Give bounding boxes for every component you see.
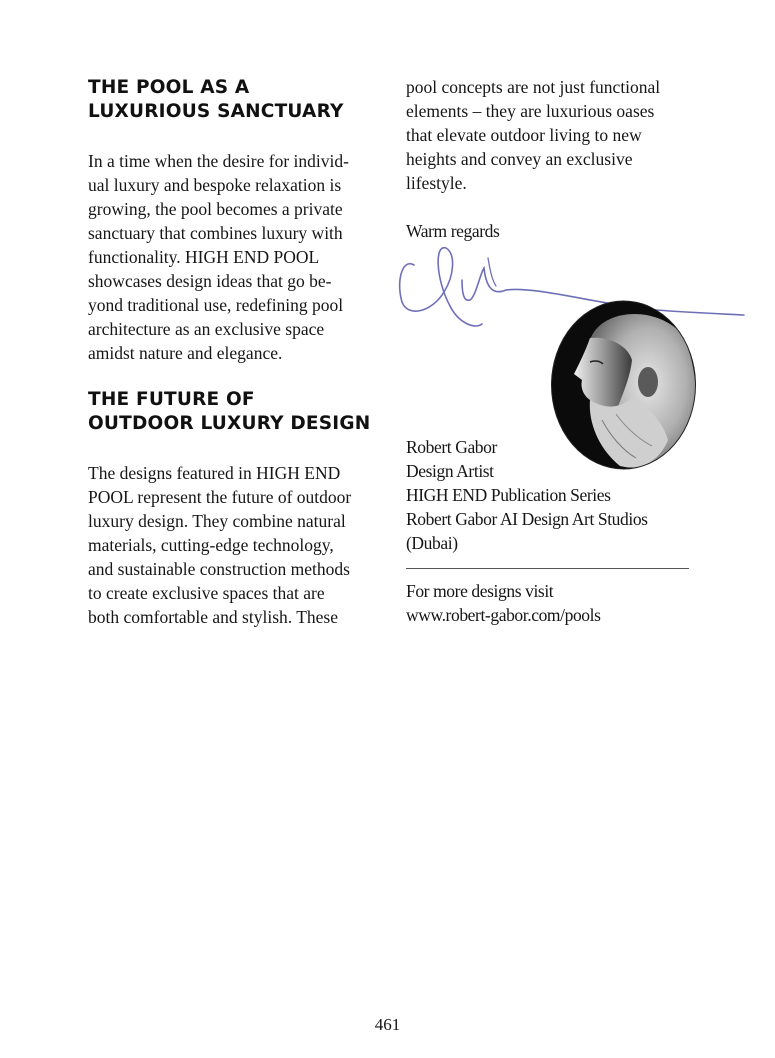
signature-name: Robert Gabor (406, 437, 497, 457)
signature-location: (Dubai) (406, 533, 458, 553)
divider-rule (406, 568, 689, 569)
signature-series: HIGH END Publication Series (406, 485, 611, 505)
footer-note: For more designs visit www.robert-gabor.com/pools (406, 581, 601, 625)
section-heading-future-design: THE FUTURE OF OUTDOOR LUXURY DESIGN (88, 389, 371, 434)
continuation-paragraph: pool concepts are not just functional elements – they are luxurious oases that elevate outdoor living to new heights and convey an exclusive lifestyle. (406, 77, 661, 193)
section-body-pool-sanctuary: In a time when the desire for individ- ual luxury and bespoke relaxation is growing, the pool becomes a private sanctuary that combines luxury with functionality. HIGH END POOL showcases design ideas that go be- yond traditional use, redefining pool architecture as an exclusive space amidst nature and elegance. (88, 151, 349, 363)
signature-studio: Robert Gabor AI Design Art Studios (406, 509, 648, 529)
signature-role: Design Artist (406, 461, 494, 481)
page-number: 461 (374, 1015, 401, 1034)
section-body-future-design: The designs featured in HIGH END POOL represent the future of outdoor luxury design. They combine natural materials, cutting-edge technology, and sustainable construction methods to create exclusive spaces that are both comfortable and stylish. These (88, 463, 352, 627)
section-heading-pool-sanctuary: THE POOL AS A LUXURIOUS SANCTUARY (88, 77, 344, 122)
closing-greeting: Warm regards (406, 221, 500, 241)
